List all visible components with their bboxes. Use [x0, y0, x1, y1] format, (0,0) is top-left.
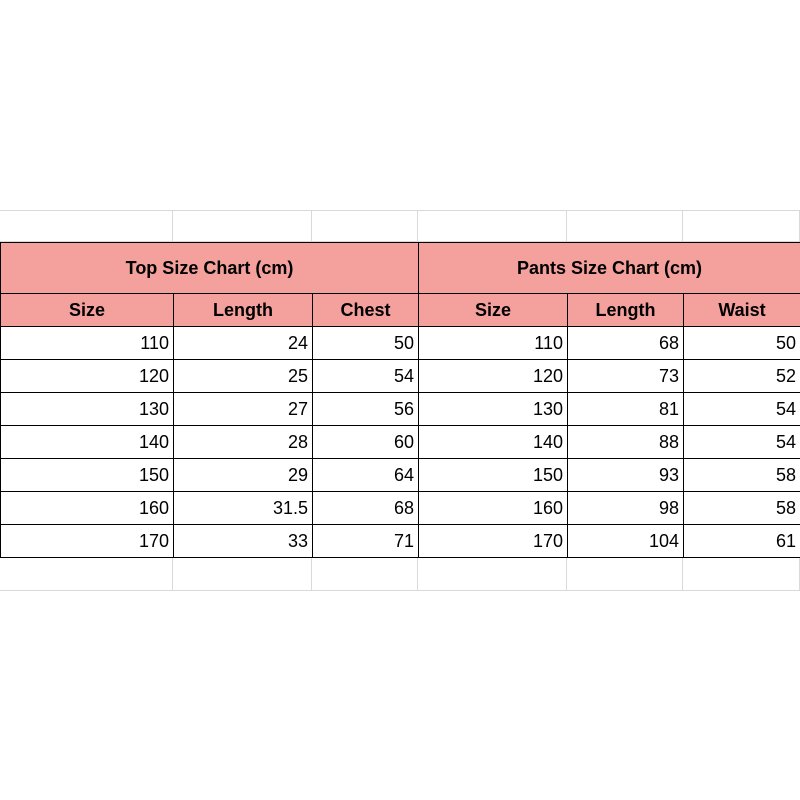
- empty-cell[interactable]: [312, 210, 418, 242]
- table-row: [1, 327, 800, 360]
- pants-waist-header[interactable]: Waist: [684, 294, 800, 327]
- pants-size-cell[interactable]: 140: [419, 426, 568, 459]
- table-header-row: [1, 294, 800, 327]
- top-size-cell[interactable]: 130: [1, 393, 174, 426]
- top-size-header[interactable]: Size: [1, 294, 174, 327]
- top-size-cell[interactable]: 110: [1, 327, 174, 360]
- top-chest-cell[interactable]: 54: [313, 360, 419, 393]
- empty-cell[interactable]: [418, 558, 567, 591]
- pants-waist-cell[interactable]: 54: [684, 426, 800, 459]
- top-length-cell[interactable]: 25: [174, 360, 313, 393]
- pants-length-cell[interactable]: 81: [568, 393, 684, 426]
- top-length-cell[interactable]: 33: [174, 525, 313, 558]
- pants-waist-cell[interactable]: 61: [684, 525, 800, 558]
- top-length-cell[interactable]: 29: [174, 459, 313, 492]
- top-size-cell[interactable]: 120: [1, 360, 174, 393]
- empty-cell[interactable]: [567, 210, 683, 242]
- pants-size-cell[interactable]: 110: [419, 327, 568, 360]
- table-row: [1, 360, 800, 393]
- top-chart-title[interactable]: Top Size Chart (cm): [1, 242, 419, 294]
- top-length-header[interactable]: Length: [174, 294, 313, 327]
- empty-cell[interactable]: [418, 210, 567, 242]
- empty-cell[interactable]: [173, 210, 312, 242]
- pants-size-cell[interactable]: 160: [419, 492, 568, 525]
- top-size-cell[interactable]: 160: [1, 492, 174, 525]
- pants-length-cell[interactable]: 68: [568, 327, 684, 360]
- spreadsheet: [0, 210, 800, 591]
- pants-length-header[interactable]: Length: [568, 294, 684, 327]
- table-row: [1, 525, 800, 558]
- top-length-cell[interactable]: 27: [174, 393, 313, 426]
- top-chest-cell[interactable]: 60: [313, 426, 419, 459]
- pants-size-cell[interactable]: 120: [419, 360, 568, 393]
- pants-length-cell[interactable]: 73: [568, 360, 684, 393]
- top-chest-cell[interactable]: 50: [313, 327, 419, 360]
- table-title-row: [1, 242, 800, 294]
- pants-waist-cell[interactable]: 58: [684, 492, 800, 525]
- empty-cell[interactable]: [0, 558, 173, 591]
- pants-length-cell[interactable]: 93: [568, 459, 684, 492]
- empty-grid-row: [0, 210, 800, 242]
- top-chest-cell[interactable]: 68: [313, 492, 419, 525]
- table-row: [1, 393, 800, 426]
- pants-waist-cell[interactable]: 54: [684, 393, 800, 426]
- empty-cell[interactable]: [173, 558, 312, 591]
- pants-size-cell[interactable]: 130: [419, 393, 568, 426]
- empty-cell[interactable]: [0, 210, 173, 242]
- table-row: [1, 459, 800, 492]
- empty-cell[interactable]: [567, 558, 683, 591]
- pants-size-cell[interactable]: 170: [419, 525, 568, 558]
- empty-grid-row: [0, 558, 800, 591]
- size-chart-table: [0, 242, 800, 558]
- pants-size-header[interactable]: Size: [419, 294, 568, 327]
- table-row: [1, 492, 800, 525]
- empty-cell[interactable]: [683, 210, 800, 242]
- empty-cell[interactable]: [312, 558, 418, 591]
- top-size-cell[interactable]: 170: [1, 525, 174, 558]
- top-length-cell[interactable]: 24: [174, 327, 313, 360]
- pants-waist-cell[interactable]: 58: [684, 459, 800, 492]
- top-length-cell[interactable]: 31.5: [174, 492, 313, 525]
- top-length-cell[interactable]: 28: [174, 426, 313, 459]
- pants-length-cell[interactable]: 104: [568, 525, 684, 558]
- pants-chart-title[interactable]: Pants Size Chart (cm): [419, 242, 800, 294]
- top-chest-cell[interactable]: 56: [313, 393, 419, 426]
- top-size-cell[interactable]: 140: [1, 426, 174, 459]
- top-size-cell[interactable]: 150: [1, 459, 174, 492]
- empty-cell[interactable]: [683, 558, 800, 591]
- pants-waist-cell[interactable]: 50: [684, 327, 800, 360]
- pants-waist-cell[interactable]: 52: [684, 360, 800, 393]
- pants-length-cell[interactable]: 88: [568, 426, 684, 459]
- top-chest-header[interactable]: Chest: [313, 294, 419, 327]
- table-row: [1, 426, 800, 459]
- pants-length-cell[interactable]: 98: [568, 492, 684, 525]
- top-chest-cell[interactable]: 71: [313, 525, 419, 558]
- top-chest-cell[interactable]: 64: [313, 459, 419, 492]
- pants-size-cell[interactable]: 150: [419, 459, 568, 492]
